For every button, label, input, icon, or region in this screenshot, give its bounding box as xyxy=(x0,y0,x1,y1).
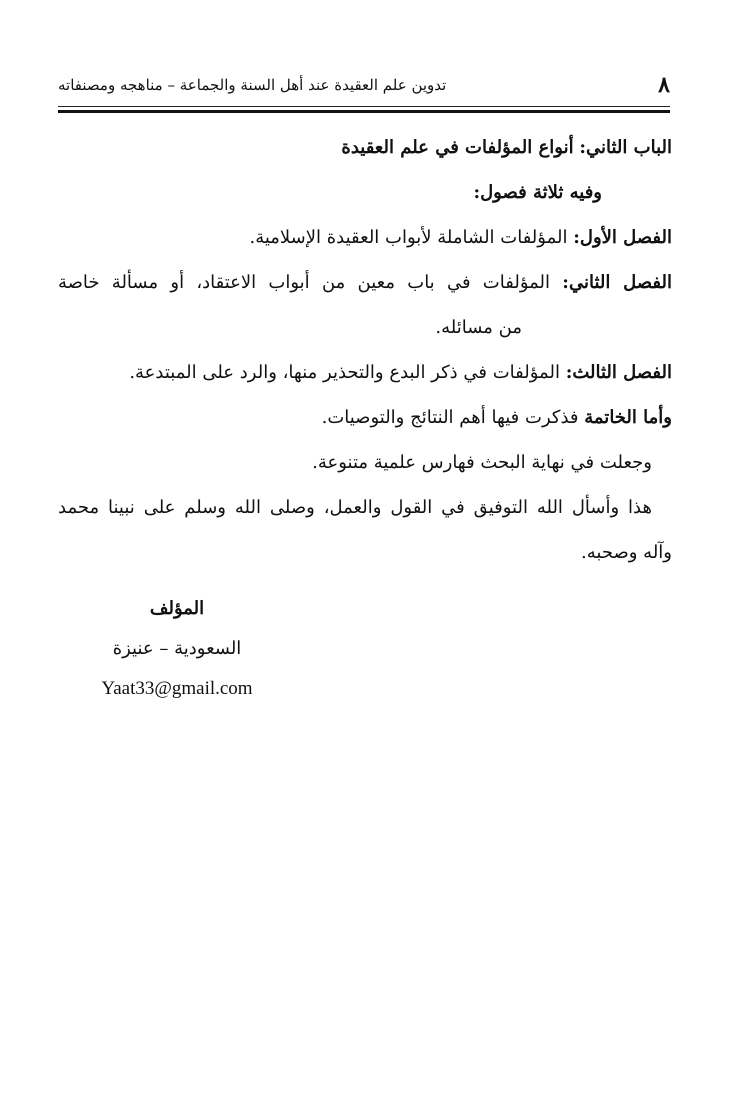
header-rule-thin xyxy=(58,106,670,107)
sections-intro: وفيه ثلاثة فصول: xyxy=(473,182,602,203)
section-1 xyxy=(58,218,672,263)
section-2 xyxy=(58,263,672,308)
chapter-label: الباب الثاني: xyxy=(579,137,672,158)
page-body xyxy=(58,128,672,578)
header-rule-thick xyxy=(58,110,670,113)
closing-line-1: هذا وأسأل الله التوفيق في القول والعمل، وصلى الله وسلم على نبينا محمد xyxy=(58,497,652,518)
author-email: Yaat33@gmail.com xyxy=(101,678,253,699)
author-signature xyxy=(92,592,262,712)
section-2-label: الفصل الثاني: xyxy=(562,272,672,293)
section-2-continuation: من مسائله. xyxy=(435,317,522,338)
section-1-label: الفصل الأول: xyxy=(573,227,672,248)
conclusion-label: وأما الخاتمة xyxy=(584,407,672,428)
chapter-title: أنواع المؤلفات في علم العقيدة xyxy=(341,137,574,158)
page-number: ٨ xyxy=(658,72,670,98)
chapter-heading xyxy=(58,128,672,173)
closing-line-2: وآله وصحبه. xyxy=(581,542,672,563)
author-label: المؤلف xyxy=(149,598,205,619)
section-3 xyxy=(58,353,672,398)
author-location: السعودية – عنيزة xyxy=(112,638,242,659)
running-title: تدوين علم العقيدة عند أهل السنة والجماعة – مناهجه ومصنفاته xyxy=(58,76,447,94)
conclusion xyxy=(58,398,672,443)
conclusion-text: فذكرت فيها أهم النتائج والتوصيات. xyxy=(321,407,579,428)
section-1-text: المؤلفات الشاملة لأبواب العقيدة الإسلامية. xyxy=(249,227,568,248)
section-3-label: الفصل الثالث: xyxy=(565,362,672,383)
running-header xyxy=(58,72,670,100)
indexes-note: وجعلت في نهاية البحث فهارس علمية متنوعة. xyxy=(312,452,652,473)
section-2-text: المؤلفات في باب معين من أبواب الاعتقاد، أو مسألة خاصة xyxy=(58,272,551,293)
section-3-text: المؤلفات في ذكر البدع والتحذير منها، والرد على المبتدعة. xyxy=(129,362,560,383)
